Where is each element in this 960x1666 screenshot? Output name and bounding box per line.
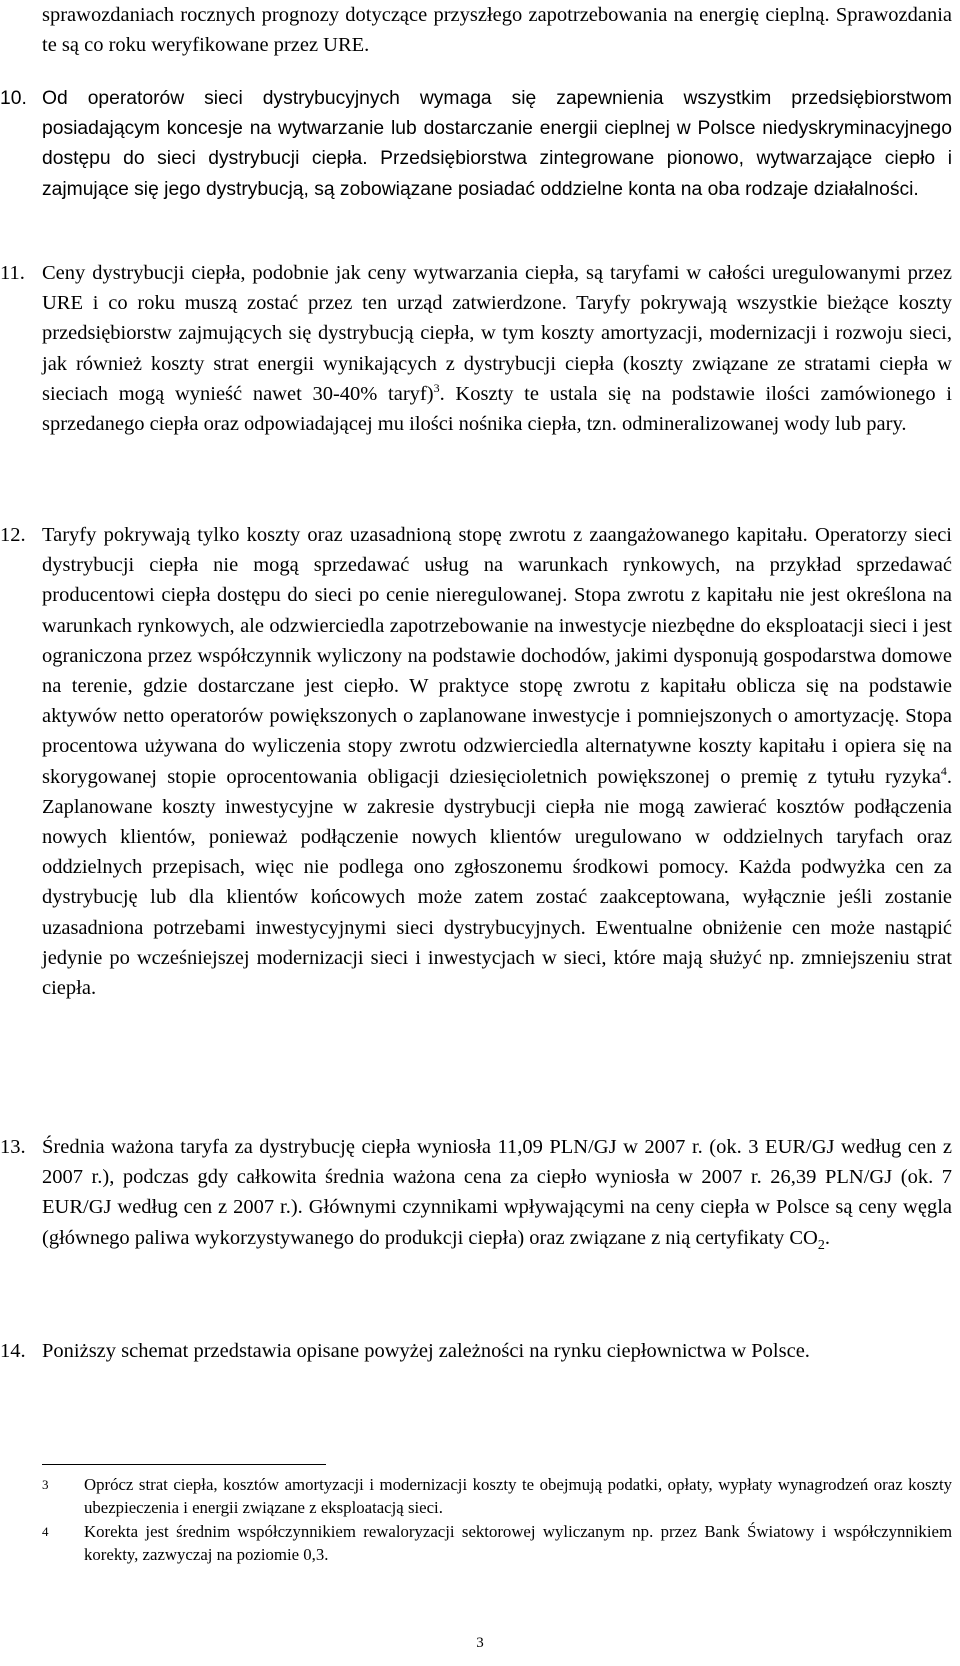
paragraph-number: 13. — [0, 1136, 26, 1158]
paragraph-13 — [0, 1132, 952, 1253]
footnote-3 — [42, 1474, 952, 1519]
footnote-text: Oprócz strat ciepła, kosztów amortyzacji i modernizacji koszty te obejmują podatki, opłaty, wypłaty wynagrodzeń oraz koszty ubezpieczenia i energii związane z eksploatacją sieci. — [84, 1475, 952, 1517]
paragraph-11 — [0, 258, 952, 439]
intro-line-1: sprawozdaniach rocznych prognozy dotyczące przyszłego zapotrzebowania na — [42, 4, 693, 26]
page-number: 3 — [476, 1635, 484, 1651]
subscript-2: 2 — [817, 1237, 825, 1253]
paragraph-number: 11. — [0, 262, 25, 284]
footnote-ref-3[interactable]: 3 — [433, 380, 440, 395]
footnote-mark: 3 — [42, 1477, 49, 1492]
footnote-divider — [42, 1464, 326, 1465]
paragraph-number: 10. — [0, 88, 27, 109]
paragraph-text-b: . Zaplanowane koszty inwestycyjne w zakresie dystrybucji ciepła nie mogą zawierać kosztów podłączenia nowych klientów, ponieważ podłączenie nowych klientów uregulowano w oddzielnych taryfach oraz oddzielnych przepisach, więc nie podlega ono zgłoszonemu środkowi pomocy. Każda podwyżka cen za dystrybucję lub dla klientów końcowych może zatem zostać zaakceptowana, wyłącznie jeśli zostanie uzasadniona potrzebami inwestycyjnymi sieci dystrybucyjnych. Ewentualne obniżenie cen może nastąpić jedynie po wcześniejszej modernizacji sieci i inwestycjach w sieci, które mają służyć np. zmniejszeniu strat ciepła. — [42, 765, 952, 1000]
intro-line-2: energię cieplną. Sprawozdania te są co roku weryfikowane przez URE. — [42, 4, 952, 57]
paragraph-number: 12. — [0, 524, 26, 546]
paragraph-number: 14. — [0, 1340, 26, 1362]
intro-paragraph — [42, 0, 952, 60]
footnote-ref-4[interactable]: 4 — [940, 763, 947, 778]
paragraph-14 — [0, 1336, 952, 1366]
footnote-text: Korekta jest średnim współczynnikiem rewaloryzacji sektorowej wyliczanym np. przez Bank Światowy i współczynnikiem korekty, zazwyczaj na poziomie 0,3. — [84, 1522, 952, 1564]
footnote-mark: 4 — [42, 1524, 49, 1539]
paragraph-12 — [0, 520, 952, 1003]
paragraph-text-a: Ceny dystrybucji ciepła, podobnie jak ceny wytwarzania ciepła, są taryfami w całości uregulowanymi przez URE i co roku muszą zostać przez ten urząd zatwierdzone. Taryfy pokrywają wszystkie bieżące koszty przedsiębiorstw zajmujących się dystrybucją ciepła, w tym koszty amortyzacji, modernizacji i rozwoju sieci, jak również koszty strat energii wynikających z dystrybucji ciepła (koszty związane ze stratami ciepła w sieciach mogą wynieść nawet 30-40% taryf) — [42, 262, 952, 405]
paragraph-text-b: . — [824, 1226, 830, 1249]
paragraph-text-a: Średnia ważona taryfa za dystrybucję ciepła wyniosła 11,09 PLN/GJ w 2007 r. (ok. 3 EUR/GJ według cen z 2007 r.), podczas gdy całkowita średnia ważona cena za ciepło wyniosła w 2007 r. 26,39 PLN/GJ (ok. 7 EUR/GJ według cen z 2007 r.). Głównymi czynnikami wpływającymi na ceny ciepła w Polsce są ceny węgla (głównego paliwa wykorzystywanego do produkcji ciepła) oraz związane z nią certyfikaty CO — [42, 1136, 952, 1249]
footnote-4 — [42, 1521, 952, 1566]
paragraph-text: Poniższy schemat przedstawia opisane powyżej zależności na rynku ciepłownictwa w Polsce. — [42, 1340, 810, 1362]
paragraph-10 — [0, 84, 952, 205]
paragraph-text-a: Taryfy pokrywają tylko koszty oraz uzasadnioną stopę zwrotu z zaangażowanego kapitału. Operatorzy sieci dystrybucji ciepła nie mogą sprzedawać usług na warunkach rynkowych, na przykład sprzedawać producentowi ciepła dostępu do sieci po cenie nieregulowanej. Stopa zwrotu z kapitału nie jest określona na warunkach rynkowych, ale odzwierciedla zapotrzebowanie na inwestycje niezbędne do eksploatacji sieci i jest ograniczona przez współczynnik wyliczony na podstawie dochodów, jakimi dysponują gospodarstwa domowe na terenie, gdzie dostarczane jest ciepło. W praktyce stopę zwrotu z kapitału oblicza się na podstawie aktywów netto operatorów powiększonych o zaplanowane inwestycje i pomniejszonych o amortyzację. Stopa procentowa używana do wyliczenia stopy zwrotu odzwierciedla alternatywne koszty kapitału i opiera się na skorygowanej stopie oprocentowania obligacji dziesięcioletnich powiększonej o premię z tytułu ryzyka — [42, 524, 952, 788]
paragraph-text-b: . Koszty te ustala się na podstawie ilości zamówionego i sprzedanego ciepła oraz odpowiadającej mu ilości nośnika ciepła, tzn. odmineralizowanej wody lub pary. — [42, 382, 952, 436]
paragraph-text: Od operatorów sieci dystrybucyjnych wymaga się zapewnienia wszystkim przedsiębiorstwom posiadającym koncesje na wytwarzanie lub dostarczanie energii cieplnej w Polsce niedyskryminacyjnego dostępu do sieci dystrybucji ciepła. Przedsiębiorstwa zintegrowane pionowo, wytwarzające ciepło i zajmujące się jego dystrybucją, są zobowiązane posiadać oddzielne konta na oba rodzaje działalności. — [42, 88, 952, 200]
